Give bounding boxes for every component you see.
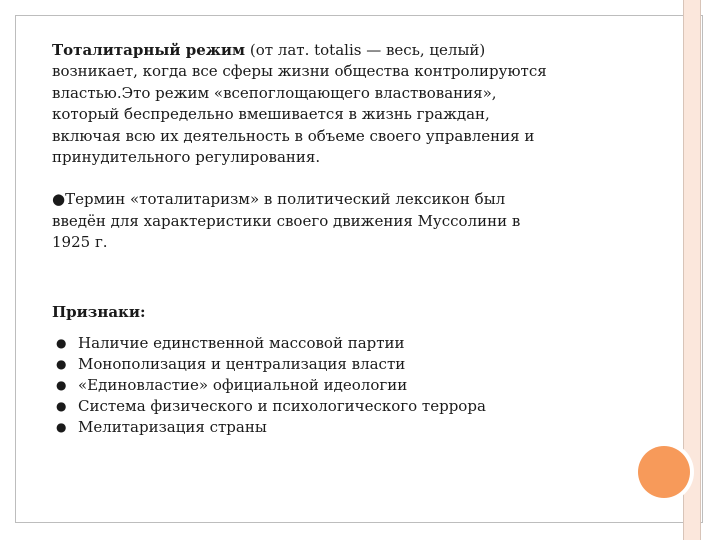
features-heading: Признаки: — [52, 302, 146, 321]
origin-bullet: ● — [52, 190, 66, 209]
bullet-icon: ● — [56, 336, 67, 351]
definition-text: (от лат. totalis — весь, целый) возникает, когда все сферы жизни общества контролируются властью.Это режим «всепоглощающего властвования», который беспредельно вмешивается в жизнь граждан, включая всю их деятельность в объеме своего управления и принудительного регулирования. — [52, 41, 547, 167]
origin-paragraph — [52, 189, 522, 253]
feature-text: Система физического и психологического террора — [78, 397, 486, 416]
feature-text: Наличие единственной массовой партии — [78, 334, 405, 353]
features-list — [52, 333, 652, 438]
feature-item — [52, 375, 652, 396]
feature-item — [52, 417, 652, 438]
definition-paragraph — [52, 40, 552, 168]
feature-text: Мелитаризация страны — [78, 418, 267, 437]
feature-text: Монополизация и централизация власти — [78, 355, 406, 374]
feature-text: «Единовластие» официальной идеологии — [78, 376, 408, 395]
bullet-icon: ● — [56, 420, 67, 435]
decorative-orange-circle — [638, 446, 690, 498]
feature-item — [52, 354, 652, 375]
feature-item — [52, 396, 652, 417]
slide-content — [52, 40, 652, 438]
origin-text: Термин «тоталитаризм» в политический лексикон был введён для характеристики своего движения Муссолини в 1925 г. — [52, 190, 521, 252]
bullet-icon: ● — [56, 399, 67, 414]
definition-term: Тоталитарный режим — [52, 41, 246, 59]
bullet-icon: ● — [56, 357, 67, 372]
feature-item — [52, 333, 652, 354]
bullet-icon: ● — [56, 378, 67, 393]
